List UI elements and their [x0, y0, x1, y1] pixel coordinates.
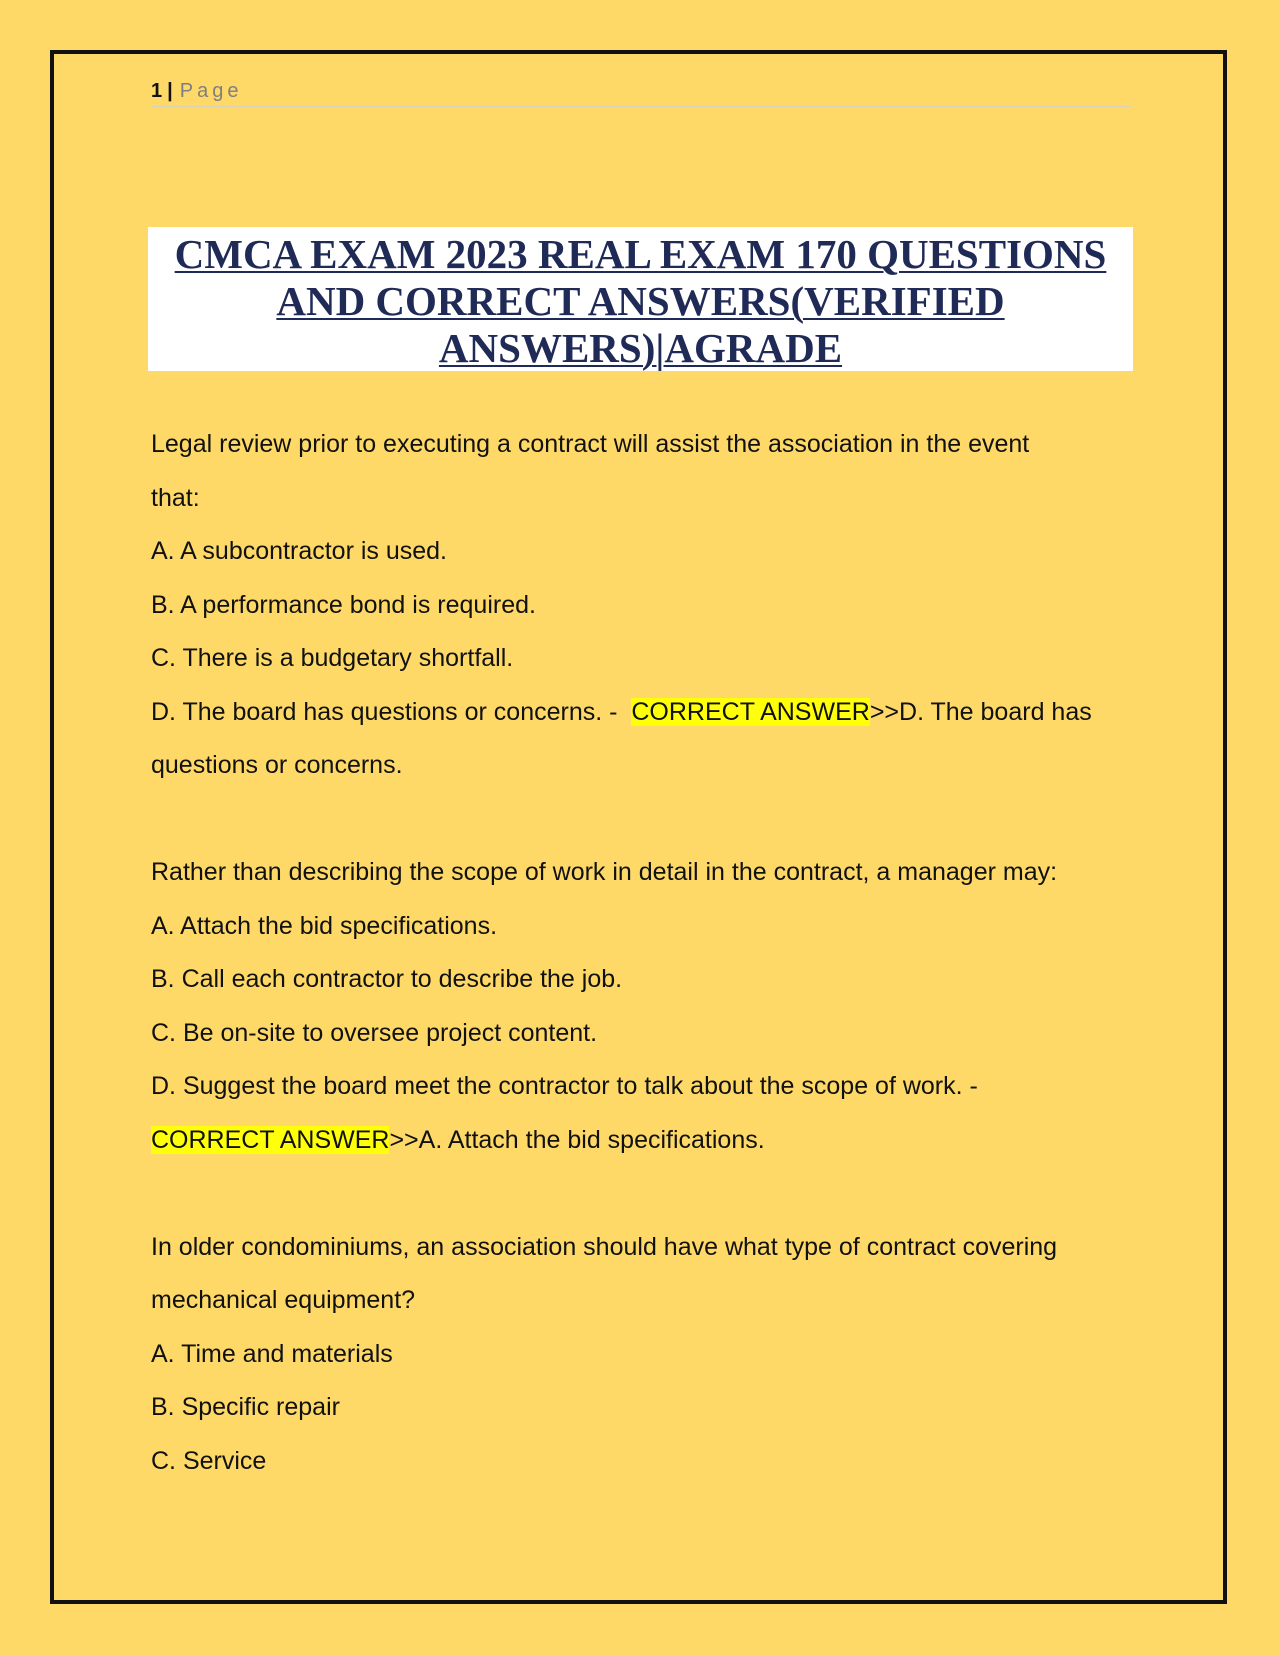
- question-3: [151, 1221, 1141, 1489]
- question-2: [151, 846, 1141, 1167]
- question-stem: In older condominiums, an association should have what type of contract covering: [151, 1232, 1058, 1261]
- correct-answer-highlight: CORRECT ANSWER: [151, 1125, 390, 1154]
- page-label: Page: [179, 80, 243, 102]
- question-stem: Legal review prior to executing a contract will assist the association in the event: [151, 430, 1030, 458]
- question-stem: that:: [151, 483, 200, 512]
- correct-answer-text: >>A. Attach the bid specifications.: [389, 1125, 765, 1154]
- title-line: AND CORRECT ANSWERS(VERIFIED: [276, 278, 1005, 324]
- question-list: [151, 418, 1141, 1488]
- spacer: [151, 1167, 1141, 1221]
- answer-option: C. Be on-site to oversee project content.: [151, 1018, 598, 1047]
- answer-option-text: D. The board has questions or concerns. -: [151, 697, 632, 726]
- correct-answer-continuation: questions or concerns.: [151, 751, 403, 779]
- question-stem: mechanical equipment?: [151, 1286, 416, 1314]
- question-stem: Rather than describing the scope of work in detail in the contract, a manager may:: [151, 858, 1058, 886]
- correct-answer-text: >>D. The board has: [869, 697, 1092, 726]
- question-1: [151, 418, 1141, 793]
- answer-option: B. Call each contractor to describe the job.: [151, 965, 623, 993]
- page-header: [151, 76, 1131, 107]
- answer-option: C. Service: [151, 1446, 267, 1475]
- answer-option: D. Suggest the board meet the contractor to talk about the scope of work. -: [151, 1072, 978, 1100]
- correct-answer-line: [151, 1114, 1141, 1168]
- answer-option: B. A performance bond is required.: [151, 590, 536, 619]
- title-line: CMCA EXAM 2023 REAL EXAM 170 QUESTIONS: [174, 231, 1107, 277]
- title-line: ANSWERS)|AGRADE: [438, 325, 843, 371]
- spacer: [151, 793, 1141, 847]
- page-number: 1: [151, 80, 164, 102]
- answer-option: A. Time and materials: [151, 1339, 393, 1368]
- correct-answer-highlight: CORRECT ANSWER: [631, 697, 870, 726]
- answer-option: A. A subcontractor is used.: [151, 537, 447, 565]
- answer-option-with-answer: [151, 686, 1141, 740]
- answer-option: C. There is a budgetary shortfall.: [151, 644, 514, 672]
- page-separator: |: [167, 80, 174, 102]
- document-title: [148, 227, 1133, 371]
- answer-option: B. Specific repair: [151, 1393, 340, 1421]
- answer-option: A. Attach the bid specifications.: [151, 911, 498, 940]
